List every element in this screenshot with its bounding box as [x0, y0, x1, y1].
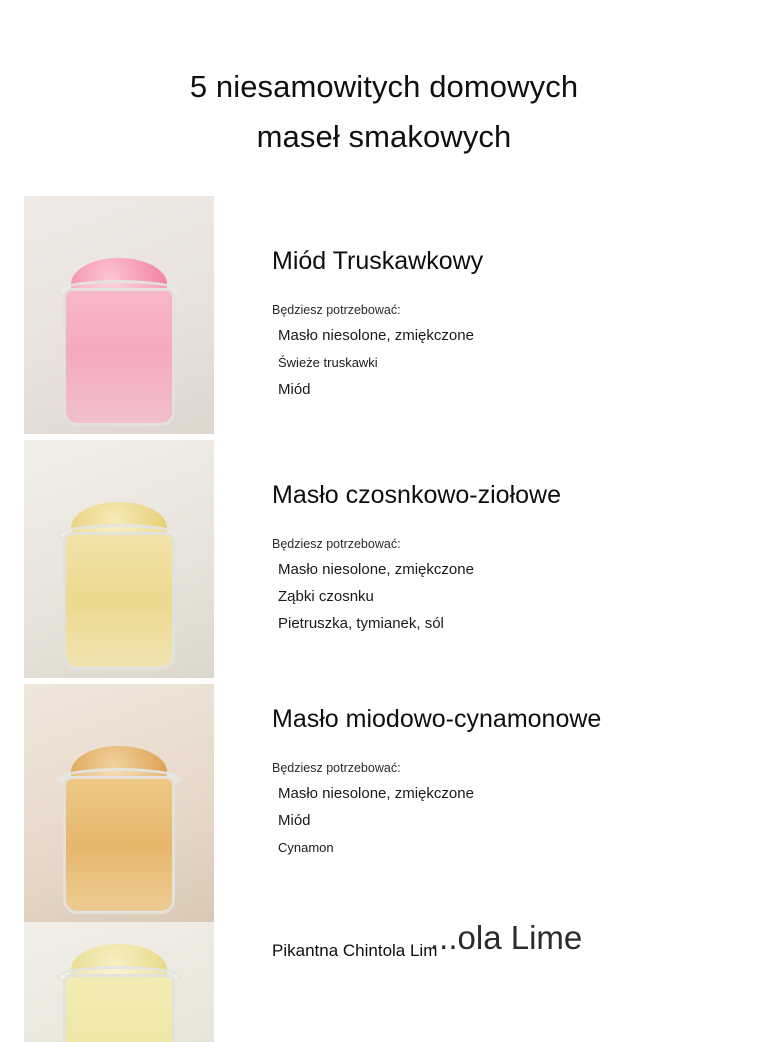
strawberry-honey-butter-photo — [24, 196, 214, 434]
jar-fill — [66, 291, 172, 423]
ingredient-item: Świeże truskawki — [278, 355, 378, 370]
jar-glass — [63, 974, 175, 1042]
butter-jar-illustration — [57, 746, 181, 914]
jar-glass — [63, 532, 175, 670]
recipe-image — [24, 196, 214, 434]
jar-fill — [66, 977, 172, 1042]
ingredient-item: Masło niesolone, zmiękczone — [278, 561, 474, 578]
page-title — [0, 62, 768, 162]
ingredients-label: Będziesz potrzebować: — [272, 537, 401, 551]
ingredient-item: Miód — [278, 381, 311, 398]
recipe-text-block — [272, 480, 742, 633]
recipe-title: Pikantna Chintola Lim — [272, 941, 438, 960]
page-title-line-2: maseł smakowych — [256, 119, 512, 154]
butter-jar-illustration — [57, 258, 181, 426]
recipe-text-block — [272, 246, 742, 399]
recipe-image — [24, 922, 214, 1042]
jar-glass — [63, 288, 175, 426]
ingredient-item: Cynamon — [278, 840, 334, 855]
spicy-lime-butter-photo — [24, 922, 214, 1042]
recipe-text-block — [272, 704, 742, 857]
ingredient-item: Miód — [278, 812, 311, 829]
recipe-image — [24, 684, 214, 922]
ingredient-item: Masło niesolone, zmiękczone — [278, 785, 474, 802]
honey-cinnamon-butter-photo — [24, 684, 214, 922]
recipe-title: Masło miodowo-cynamonowe — [272, 705, 602, 733]
butter-jar-illustration — [57, 944, 181, 1042]
jar-fill — [66, 535, 172, 667]
ingredients-label: Będziesz potrzebować: — [272, 303, 401, 317]
page-title-line-1: 5 niesamowitych domowych — [189, 69, 579, 104]
ingredients-label: Będziesz potrzebować: — [272, 761, 401, 775]
ingredient-item: Masło niesolone, zmiękczone — [278, 327, 474, 344]
jar-fill — [66, 779, 172, 911]
recipe-title: Miód Truskawkowy — [272, 247, 484, 275]
garlic-herb-butter-photo — [24, 440, 214, 678]
ingredient-item: Pietruszka, tymianek, sól — [278, 615, 444, 632]
recipe-image — [24, 440, 214, 678]
butter-jar-illustration — [57, 502, 181, 670]
jar-glass — [63, 776, 175, 914]
bottom-overlay-text: ...ola Lime — [430, 919, 583, 956]
recipe-title: Masło czosnkowo-ziołowe — [272, 481, 562, 509]
ingredient-item: Ząbki czosnku — [278, 588, 374, 605]
